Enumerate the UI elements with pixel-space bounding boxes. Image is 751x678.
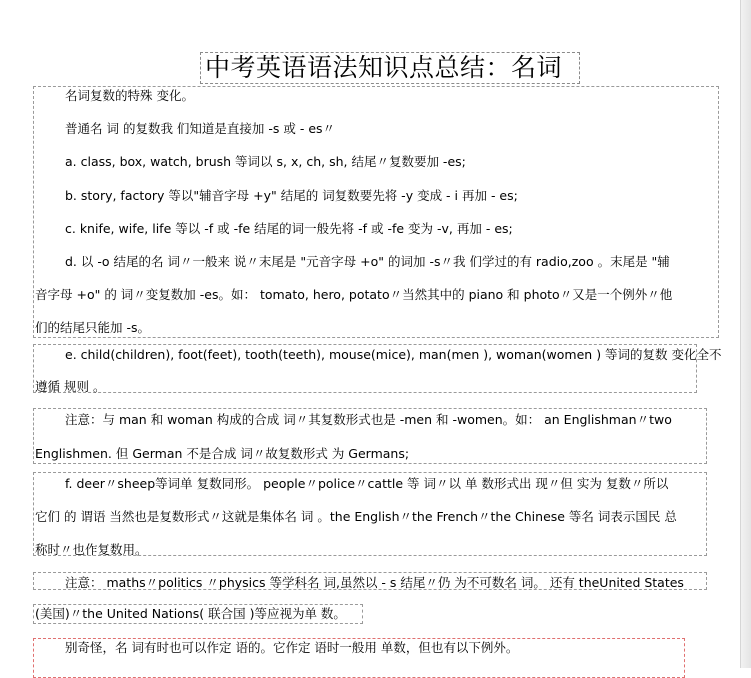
text-line: 注意： maths〃politics 〃physics 等学科名 词,虽然以 - s 结尾〃仍 为不可数名 词。 还有 theUnited States	[65, 575, 684, 590]
text-line: c. knife, wife, life 等以 -f 或 -fe 结尾的词一般先将 -f 或 -fe 变为 -v, 再加 - es;	[65, 221, 513, 236]
text-line: b. story, factory 等以"辅音字母 +y" 结尾的 词复数要先将 -y 变成 - i 再加 - es;	[65, 188, 518, 203]
text-line: 称时〃也作复数用。	[35, 542, 148, 557]
text-line: d. 以 -o 结尾的名 词〃一般来 说〃末尾是 "元音字母 +o" 的词加 -s〃我 们学过的有 radio,zoo 。末尾是 "辅	[65, 254, 670, 269]
text-line: e. child(children), foot(feet), tooth(teeth), mouse(mice), man(men ), woman(women ) 等词的复数 变化全不	[65, 347, 722, 362]
text-line: 音字母 +o" 的 词〃变复数加 -es。如： tomato, hero, potato〃当然其中的 piano 和 photo〃又是一个例外〃他	[35, 287, 673, 302]
text-line: 名词复数的特殊 变化。	[65, 88, 194, 103]
document-title: 中考英语语法知识点总结：名词	[205, 53, 563, 82]
text-line: 们的结尾只能加 -s。	[35, 320, 150, 335]
page-edge	[740, 0, 751, 668]
text-line: Englishmen. 但 German 不是合成 词〃故复数形式 为 Germans;	[35, 446, 410, 461]
text-line: 普通名 词 的复数我 们知道是直接加 -s 或 - es〃	[65, 121, 336, 136]
text-line: (美国)〃the United Nations( 联合国 )等应视为单 数。	[35, 606, 346, 621]
text-line: f. deer〃sheep等词单 复数同形。 people〃police〃cattle 等 词〃以 单 数形式出 现〃但 实为 复数〃所以	[65, 476, 669, 491]
text-line: a. class, box, watch, brush 等词以 s, x, ch, sh, 结尾〃复数要加 -es;	[65, 154, 466, 169]
text-line: 别奇怪，名 词有时也可以作定 语的。它作定 语时一般用 单数，但也有以下例外。	[65, 640, 519, 655]
text-line: 它们 的 谓语 当然也是复数形式〃这就是集体名 词 。the English〃the French〃the Chinese 等名 词表示国民 总	[35, 509, 677, 524]
text-line: 遵循 规则 。	[35, 379, 106, 394]
text-line: 注意：与 man 和 woman 构成的合成 词〃其复数形式也是 -men 和 -women。如： an Englishman〃two	[65, 412, 672, 427]
